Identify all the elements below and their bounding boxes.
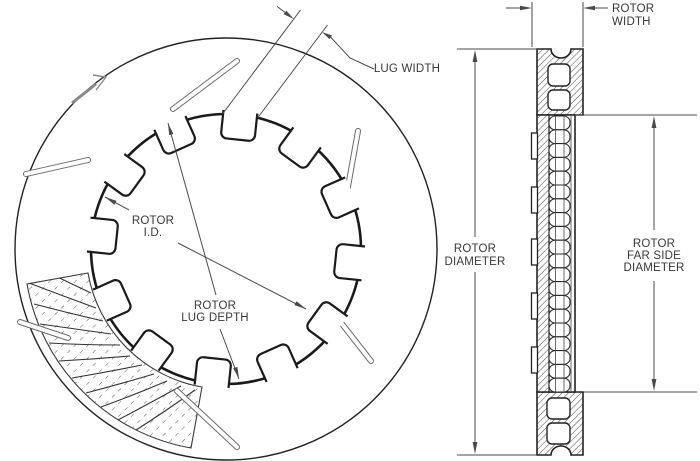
rotor-width-label xyxy=(612,3,654,28)
svg-text:DIAMETER: DIAMETER xyxy=(444,256,506,268)
drive-lugs xyxy=(87,110,365,388)
near-plate-hatch xyxy=(537,115,549,392)
rotor-outer-circle xyxy=(15,38,437,460)
svg-text:LUG DEPTH: LUG DEPTH xyxy=(181,312,249,324)
rotor-far-side-diameter-label xyxy=(623,238,684,274)
svg-text:DIAMETER: DIAMETER xyxy=(623,262,685,274)
svg-text:ROTOR: ROTOR xyxy=(131,215,175,227)
svg-text:ROTOR: ROTOR xyxy=(612,3,655,15)
dim-lug-width xyxy=(223,6,375,118)
dim-rotor-lug-depth xyxy=(168,123,239,379)
svg-text:FAR SIDE: FAR SIDE xyxy=(626,250,682,262)
lug-width-label: LUG WIDTH xyxy=(373,63,441,75)
rotor-side-view xyxy=(444,2,697,455)
rotor-lug-depth-label xyxy=(181,300,249,324)
rotor-diameter-label xyxy=(444,243,505,268)
svg-text:WIDTH: WIDTH xyxy=(612,16,651,28)
svg-text:ROTOR: ROTOR xyxy=(632,238,676,250)
svg-text:ROTOR: ROTOR xyxy=(193,300,237,312)
dim-rotor-id xyxy=(105,197,306,309)
dim-rotor-width xyxy=(506,2,608,47)
rotor-front-view xyxy=(15,6,440,460)
rotor-id-label xyxy=(132,215,174,239)
svg-text:I.D.: I.D. xyxy=(143,227,163,239)
svg-text:ROTOR: ROTOR xyxy=(453,243,497,255)
